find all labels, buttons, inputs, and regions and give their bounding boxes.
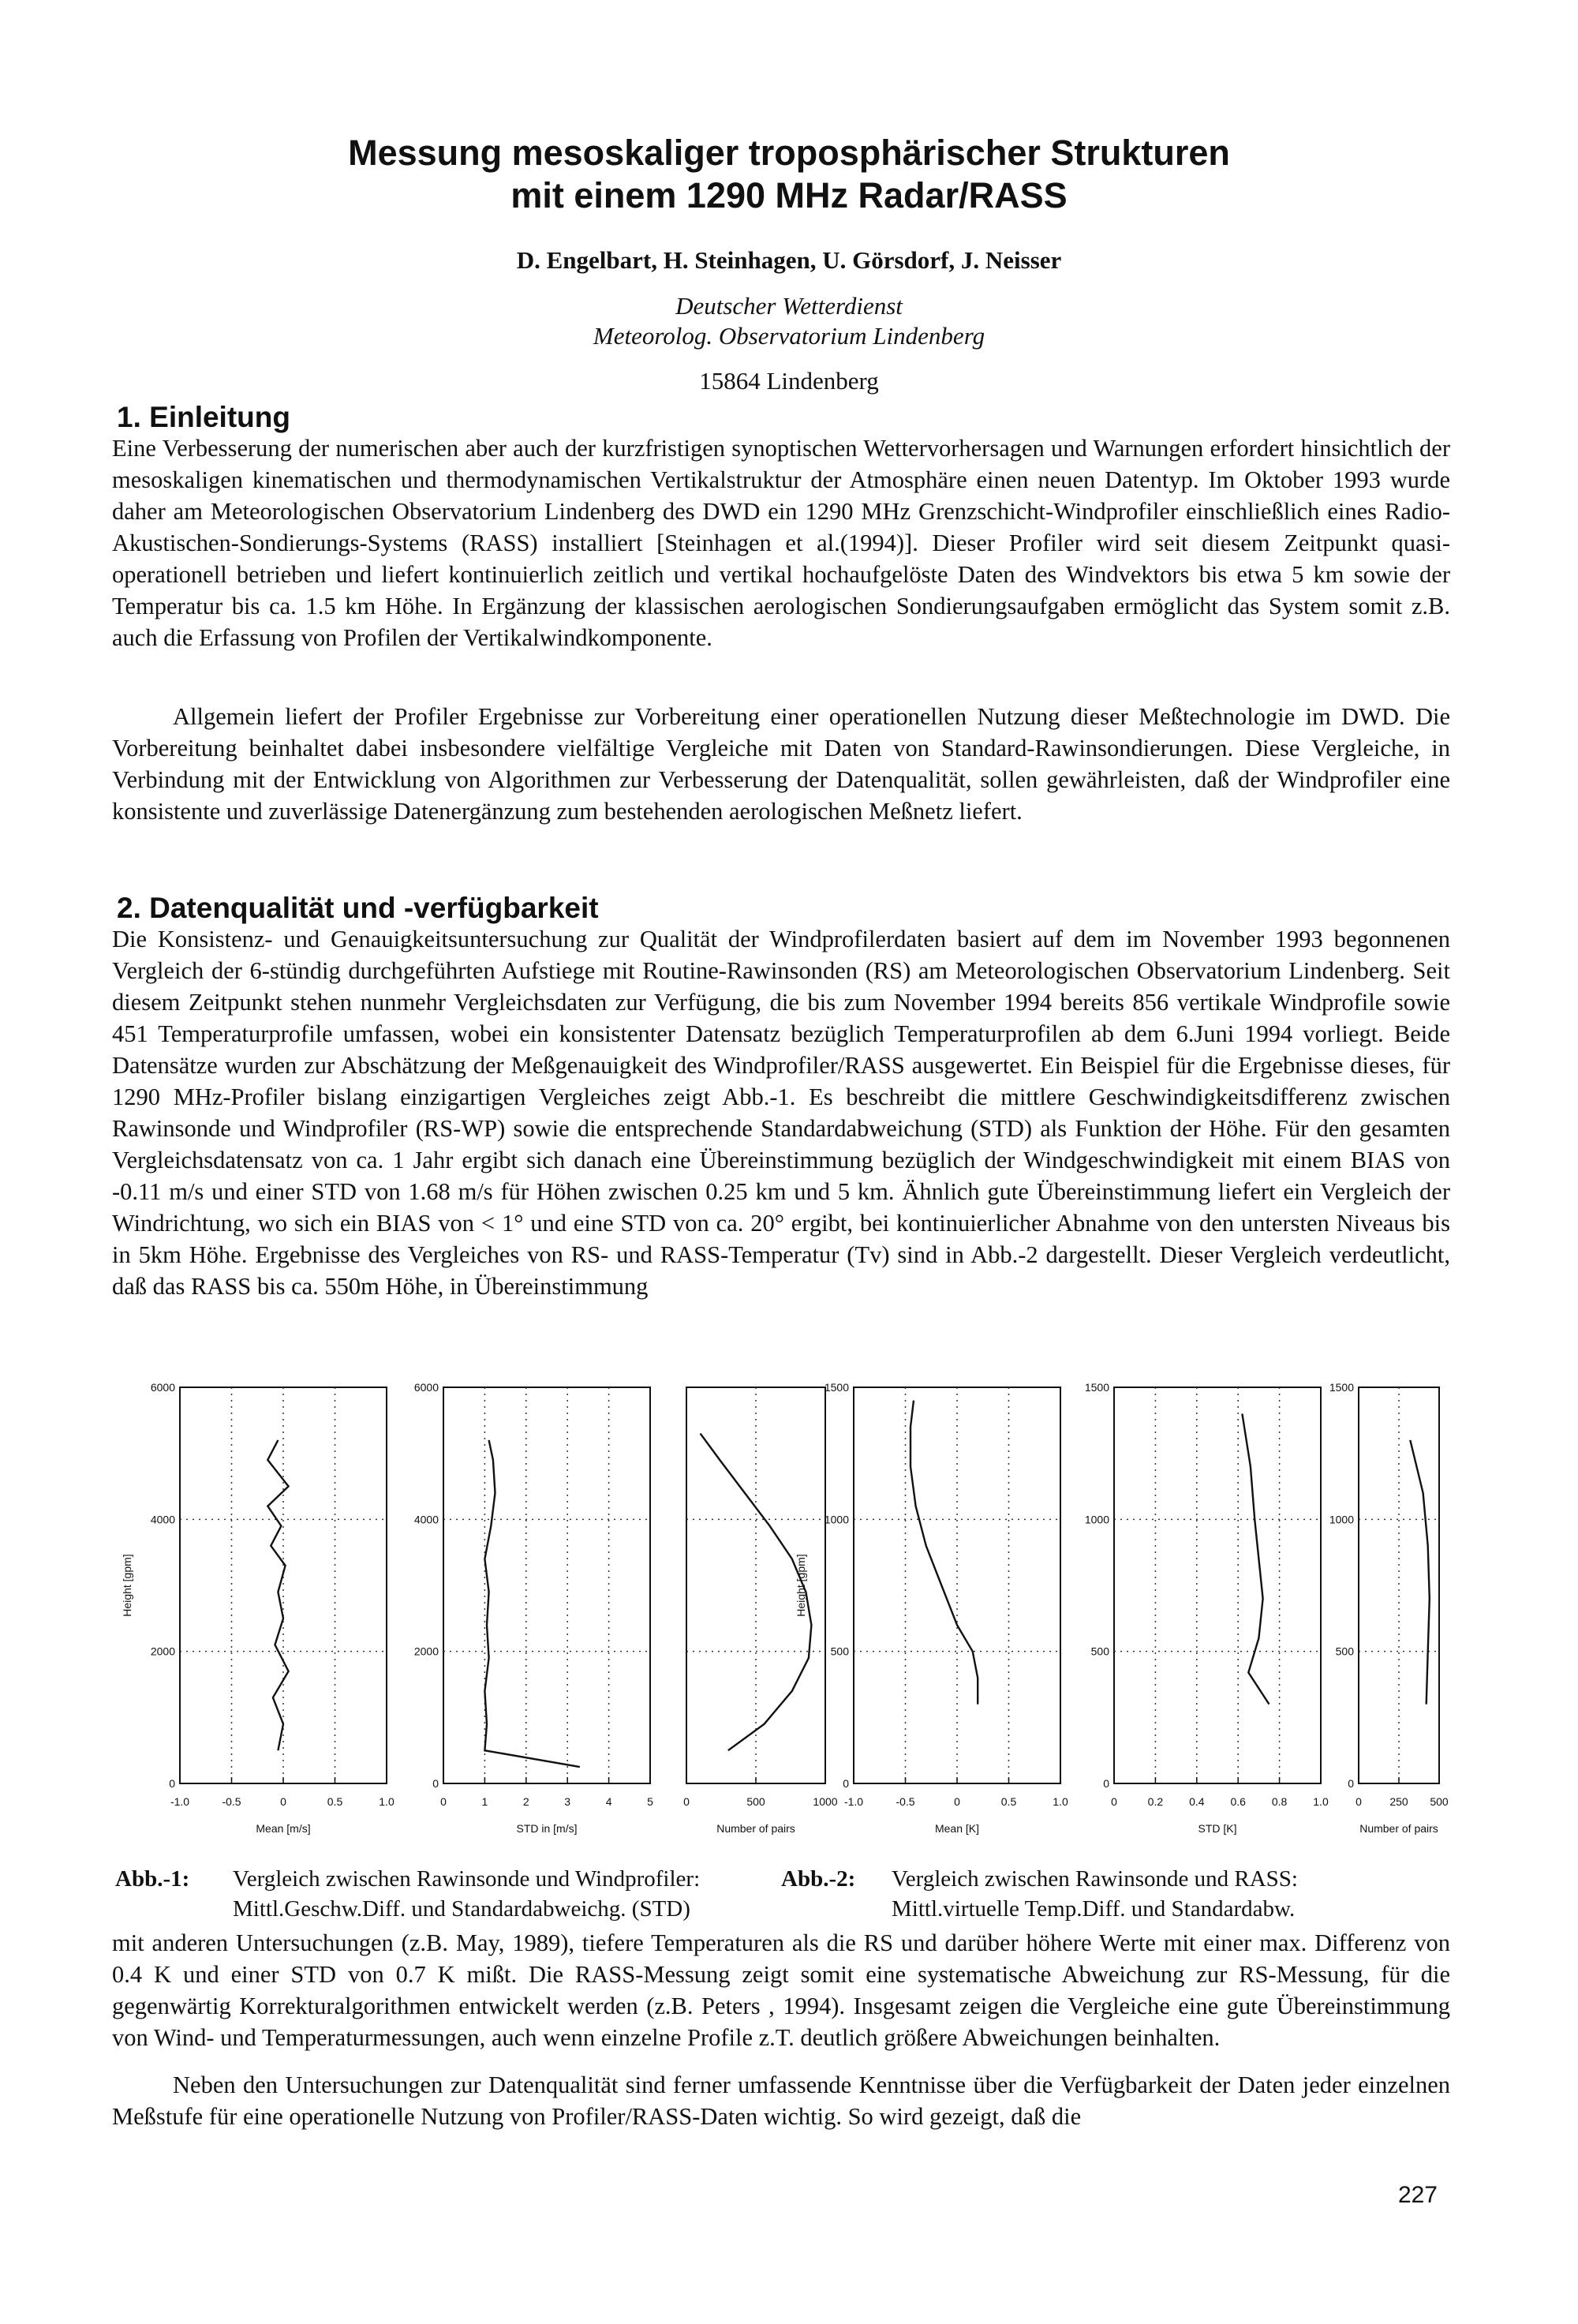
panel-6-ytick-label: 500 bbox=[1335, 1645, 1354, 1658]
fig1-caption-line2: Mittl.Geschw.Diff. und Standardabweichg. (STD) bbox=[233, 1896, 690, 1922]
panel-5-xtick-label: 0.6 bbox=[1230, 1795, 1246, 1808]
panel-3-xtick-label: 1000 bbox=[813, 1795, 838, 1808]
panel-2-ytick-label: 6000 bbox=[413, 1381, 439, 1394]
panel-4-xtick-label: 0.5 bbox=[1000, 1795, 1017, 1808]
panel-1-series-line bbox=[267, 1440, 288, 1750]
section2-paragraph3: Neben den Untersuchungen zur Datenqualität sind ferner umfassende Kenntnisse über die Verfügbarkeit der Daten jeder einzelnen Meßstufe für eine operationelle Nutzung von Profiler/RASS-Daten wichtig. So wird gezeigt, daß die bbox=[112, 2071, 1450, 2130]
panel-2-series-line bbox=[484, 1440, 580, 1767]
panel-2-ytick-label: 0 bbox=[432, 1777, 439, 1790]
panel-1-ytick-label: 6000 bbox=[150, 1381, 175, 1394]
panel-6-xtick-label: 500 bbox=[1430, 1795, 1449, 1808]
panel-6-xlabel: Number of pairs bbox=[1359, 1822, 1438, 1835]
authors: D. Engelbart, H. Steinhagen, U. Görsdorf, J. Neisser bbox=[516, 246, 1062, 274]
page-number: 227 bbox=[1397, 2182, 1438, 2208]
section2-paragraph1: Die Konsistenz- und Genauigkeitsuntersuchung zur Qualität der Windprofilerdaten basiert auf dem im November 1993 begonnenen Vergleich der 6-stündig durchgeführten Aufstiege mit Routine-Rawinsonden (RS) am Meteorologischen Observatorium Lindenberg. Seit diesem Zeitpunkt stehen nunmehr Vergleichsdaten zur Verfügung, die bis zum November 1994 bereits 856 vertikale Windprofile sowie 451 Temperaturprofile umfassen, wobei ein konsistenter Datensatz bezüglich Temperaturprofilen ab dem 6.Juni 1994 vorliegt. Beide Datensätze wurden zur Abschätzung der Meßgenauigkeit des Windprofiler/RASS ausgewertet. Ein Beispiel für die Ergebnisse dieses, für 1290 MHz-Profiler bislang einzigartigen Vergleiches zeigt Abb.-1. Es beschreibt die mittlere Geschwindigkeitsdifferenz zwischen Rawinsonde und Windprofiler (RS-WP) sowie die entsprechende Standardabweichung (STD) als Funktion der Höhe. Für den gesamten Vergleichsdatensatz von ca. 1 Jahr ergibt sich danach eine Übereinstimmung bezüglich der Windgeschwindigkeit mit einem BIAS von -0.11 m/s und einer STD von 1.68 m/s für Höhen zwischen 0.25 km und 5 km. Ähnlich gute Übereinstimmung liefert ein Vergleich der Windrichtung, wo sich ein BIAS von < 1° und eine STD von ca. 20° ergibt, bei kontinuierlicher Abnahme von den untersten Niveaus bis in 5km Höhe. Ergebnisse des Vergleiches von RS- und RASS-Temperatur (Tv) sind in Abb.-2 dargestellt. Dieser Vergleich verdeutlicht, daß das RASS bis ca. 550m Höhe, in Übereinstimmung bbox=[112, 926, 1450, 1300]
fig2-caption-line1: Vergleich zwischen Rawinsonde und RASS: bbox=[892, 1866, 1298, 1892]
panel-4-ytick-label: 1500 bbox=[824, 1381, 849, 1394]
fig1-caption-line1: Vergleich zwischen Rawinsonde und Windprofiler: bbox=[233, 1866, 701, 1892]
panel-5-ytick-label: 1500 bbox=[1084, 1381, 1109, 1394]
section1-paragraph1: Eine Verbesserung der numerischen aber auch der kurzfristigen synoptischen Wettervorhersagen und Warnungen erfordert hinsichtlich der mesoskaligen kinematischen und thermodynamischen Vertikalstruktur der Atmosphäre einen neuen Datentyp. Im Oktober 1993 wurde daher am Meteorologischen Observatorium Lindenberg des DWD ein 1290 MHz Grenzschicht-Windprofiler einschließlich eines Radio-Akustischen-Sondierungs-Systems (RASS) installiert [Steinhagen et al.(1994)]. Dieser Profiler wird seit diesem Zeitpunkt quasi-operationell betrieben und liefert kontinuierlich zeitlich und vertikal hochaufgelöste Daten des Windvektors bis etwa 5 km sowie der Temperatur bis ca. 1.5 km Höhe. In Ergänzung der klassischen aerologischen Sondierungsaufgaben ermöglicht das System somit z.B. auch die Erfassung von Profilen der Vertikalwindkomponente. bbox=[112, 435, 1450, 651]
panel-1-xtick-label: -0.5 bbox=[222, 1795, 241, 1808]
panel-4-xtick-label: -0.5 bbox=[896, 1795, 915, 1808]
panel-5-xlabel: STD [K] bbox=[1198, 1822, 1237, 1835]
panel-4-xlabel: Mean [K] bbox=[934, 1822, 980, 1835]
panel-1-xtick-label: -1.0 bbox=[170, 1795, 190, 1808]
panel-4-series-line bbox=[911, 1401, 978, 1705]
panel-4-xtick-label: 1.0 bbox=[1053, 1795, 1068, 1808]
panel-1-ylabel: Height [gpm] bbox=[121, 1554, 133, 1617]
panel-4-ytick-label: 1000 bbox=[824, 1513, 849, 1526]
panel-6-ytick-label: 1000 bbox=[1329, 1513, 1354, 1526]
panel-3-xtick-label: 500 bbox=[746, 1795, 765, 1808]
panel-2-xtick-label: 4 bbox=[605, 1795, 612, 1808]
panel-4-xtick-label: -1.0 bbox=[843, 1795, 864, 1808]
panel-5-xtick-label: 0.8 bbox=[1271, 1795, 1288, 1808]
panel-3-xtick-label: 0 bbox=[683, 1795, 690, 1808]
panel-1-xtick-label: 0.5 bbox=[327, 1795, 343, 1808]
panel-5-xtick-label: 1.0 bbox=[1313, 1795, 1329, 1808]
address: 15864 Lindenberg bbox=[699, 367, 879, 395]
panel-5-ytick-label: 1000 bbox=[1084, 1513, 1109, 1526]
section1-heading: 1. Einleitung bbox=[117, 401, 290, 433]
panel-2-xtick-label: 5 bbox=[647, 1795, 653, 1808]
fig2-caption-line2: Mittl.virtuelle Temp.Diff. und Standardabw. bbox=[892, 1896, 1296, 1922]
section1-paragraph2: Allgemein liefert der Profiler Ergebnisse zur Vorbereitung einer operationellen Nutzung dieser Meßtechnologie im DWD. Die Vorbereitung beinhaltet dabei insbesondere vielfältige Vergleiche mit Daten von Standard-Rawinsondierungen. Diese Vergleiche, in Verbindung mit der Entwicklung von Algorithmen zur Verbesserung der Datenqualität, sollen gewährleisten, daß der Windprofiler eine konsistente und zuverlässige Datenergänzung zum bestehenden aerologischen Meßnetz liefert. bbox=[112, 703, 1450, 825]
panel-5-xtick-label: 0 bbox=[1111, 1795, 1117, 1808]
panel-2-ytick-label: 4000 bbox=[413, 1513, 439, 1526]
panel-5-xtick-label: 0.2 bbox=[1147, 1795, 1164, 1808]
panel-5-ytick-label: 0 bbox=[1103, 1777, 1109, 1790]
panel-2-xtick-label: 2 bbox=[522, 1795, 529, 1808]
panel-2-ytick-label: 2000 bbox=[413, 1645, 439, 1658]
panel-4-ytick-label: 500 bbox=[830, 1645, 849, 1658]
panel-1-xtick-label: 0 bbox=[280, 1795, 286, 1808]
paper-title-line2: mit einem 1290 MHz Radar/RASS bbox=[510, 175, 1068, 215]
panel-4-frame bbox=[854, 1387, 1060, 1783]
panel-1-ytick-label: 0 bbox=[169, 1777, 175, 1790]
panel-6-frame bbox=[1359, 1387, 1439, 1783]
panel-3-xlabel: Number of pairs bbox=[716, 1822, 795, 1835]
panel-2-xtick-label: 0 bbox=[440, 1795, 447, 1808]
panel-2-xtick-label: 3 bbox=[564, 1795, 571, 1808]
panel-6-ytick-label: 1500 bbox=[1329, 1381, 1354, 1394]
panel-5-series-line bbox=[1242, 1414, 1269, 1705]
panel-6-xtick-label: 250 bbox=[1389, 1795, 1408, 1808]
profile-charts bbox=[118, 1373, 1460, 1854]
panel-6-series-line bbox=[1410, 1440, 1430, 1705]
panel-4-ytick-label: 0 bbox=[843, 1777, 849, 1790]
panel-6-ytick-label: 0 bbox=[1348, 1777, 1354, 1790]
panel-1-ytick-label: 2000 bbox=[150, 1645, 175, 1658]
panel-1-xlabel: Mean [m/s] bbox=[256, 1822, 311, 1835]
affiliation-line2: Meteorolog. Observatorium Lindenberg bbox=[593, 322, 985, 350]
panel-1-ytick-label: 4000 bbox=[150, 1513, 175, 1526]
panel-6-xtick-label: 0 bbox=[1356, 1795, 1362, 1808]
section2-paragraph2: mit anderen Untersuchungen (z.B. May, 1989), tiefere Temperaturen als die RS und darüber höhere Werte mit einer max. Differenz von 0.4 K und einer STD von 0.7 K mißt. Die RASS-Messung zeigt somit eine systematische Abweichung zur RS-Messung, für die gegenwärtig Korrekturalgorithmen entwickelt werden (z.B. Peters , 1994). Insgesamt zeigen die Vergleiche eine gute Übereinstimmung von Wind- und Temperaturmessungen, auch wenn einzelne Profile z.T. deutlich größere Abweichungen beinhalten. bbox=[112, 1929, 1450, 2051]
affiliation-line1: Deutscher Wetterdienst bbox=[675, 292, 903, 320]
panel-5-frame bbox=[1114, 1387, 1321, 1783]
paper-title-line1: Messung mesoskaliger troposphärischer Strukturen bbox=[348, 133, 1230, 173]
panel-5-ytick-label: 500 bbox=[1090, 1645, 1109, 1658]
panel-1-xtick-label: 1.0 bbox=[379, 1795, 394, 1808]
fig1-label: Abb.-1: bbox=[115, 1866, 190, 1892]
panel-2-xtick-label: 1 bbox=[481, 1795, 488, 1808]
panel-2-frame bbox=[443, 1387, 650, 1783]
section2-heading: 2. Datenqualität und -verfügbarkeit bbox=[117, 892, 599, 924]
fig2-label: Abb.-2: bbox=[781, 1866, 856, 1892]
panel-2-xlabel: STD in [m/s] bbox=[516, 1822, 578, 1835]
panel-4-ylabel: Height [gpm] bbox=[795, 1554, 807, 1617]
panel-5-xtick-label: 0.4 bbox=[1189, 1795, 1205, 1808]
panel-4-xtick-label: 0 bbox=[954, 1795, 960, 1808]
